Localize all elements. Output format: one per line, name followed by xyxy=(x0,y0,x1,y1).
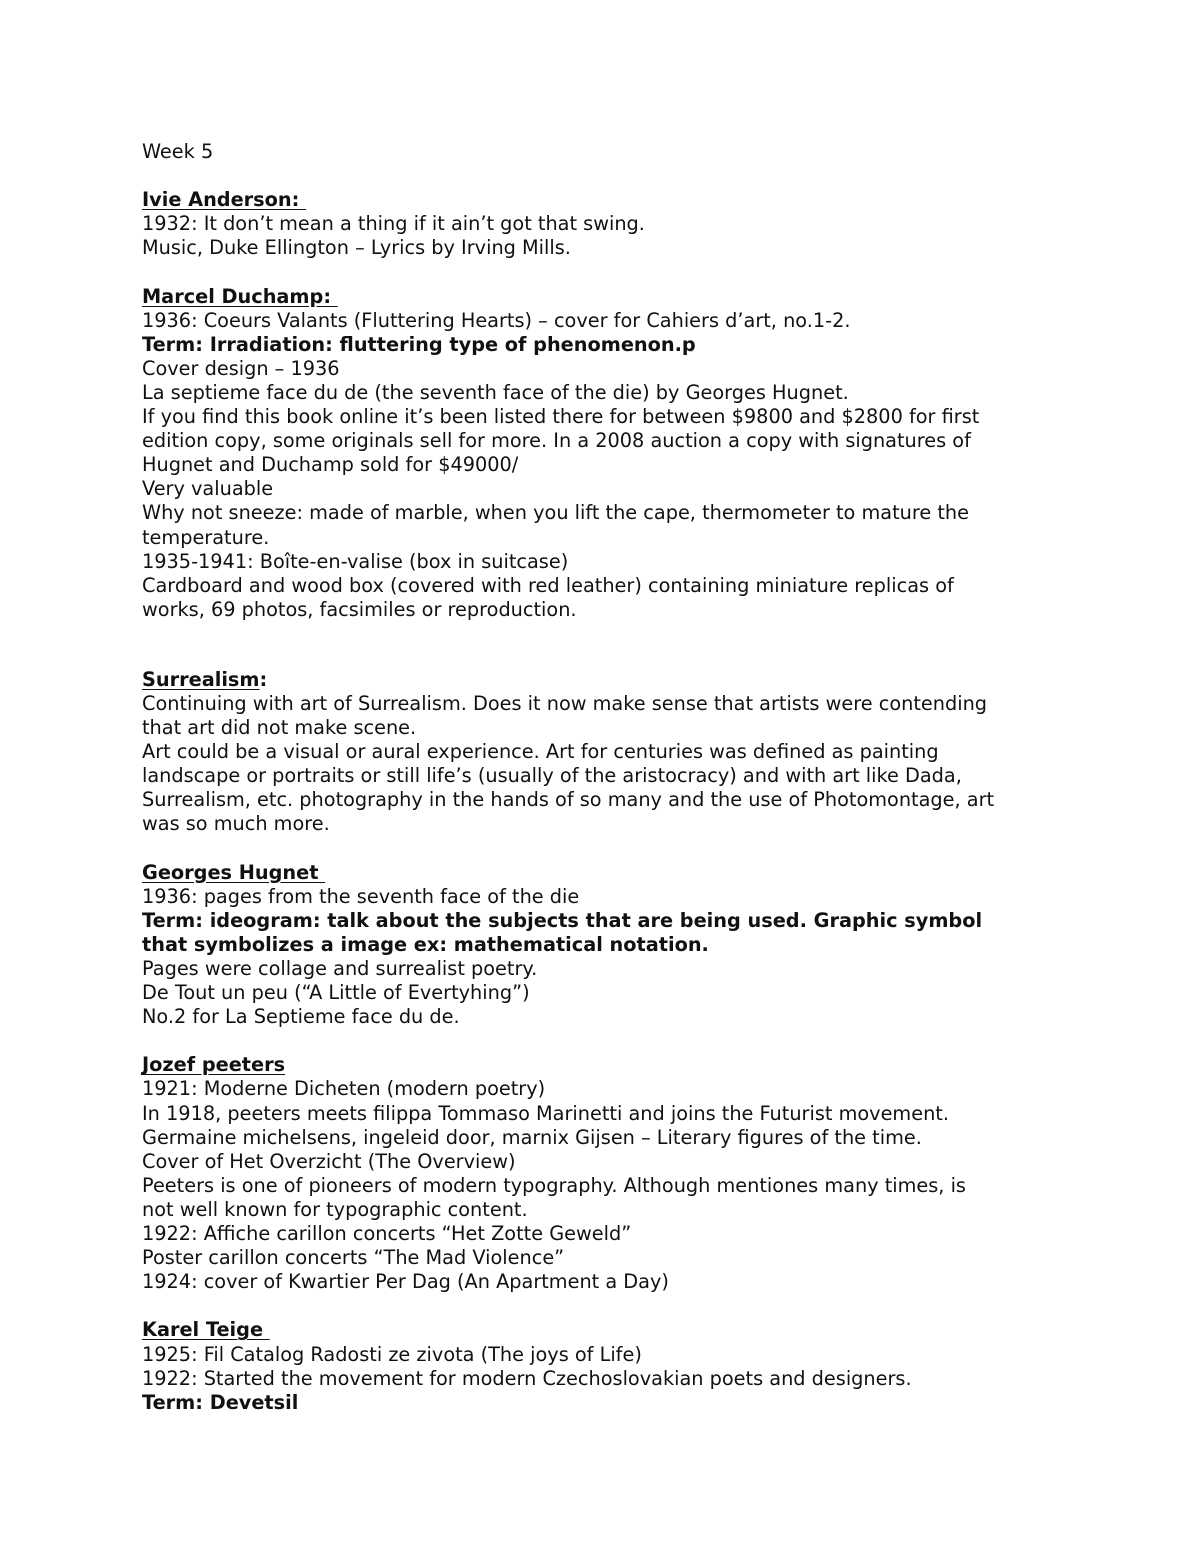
body-line: Poster carillon concerts “The Mad Violence” xyxy=(142,1246,565,1270)
body-line: Art could be a visual or aural experience. Art for centuries was defined as painting xyxy=(142,740,939,764)
body-line: was so much more. xyxy=(142,812,330,836)
document-page xyxy=(142,140,1062,1415)
spacer xyxy=(142,164,1062,188)
body-line: 1925: Fil Catalog Radosti ze zivota (The joys of Life) xyxy=(142,1342,642,1366)
body-line: Very valuable xyxy=(142,477,274,501)
body-line: 1922: Started the movement for modern Czechoslovakian poets and designers. xyxy=(142,1366,912,1390)
body-line: temperature. xyxy=(142,525,270,549)
body-line: landscape or portraits or still life’s (usually of the aristocracy) and with art like Dada, xyxy=(142,764,962,788)
body-line: Peeters is one of pioneers of modern typography. Although mentiones many times, is xyxy=(142,1173,966,1197)
body-line: edition copy, some originals sell for more. In a 2008 auction a copy with signatures of xyxy=(142,429,971,453)
body-line: Germaine michelsens, ingeleid door, marnix Gijsen – Literary figures of the time. xyxy=(142,1125,922,1149)
body-line: 1932: It don’t mean a thing if it ain’t got that swing. xyxy=(142,212,645,236)
section-anderson xyxy=(142,188,1062,260)
body-line: 1936: Coeurs Valants (Fluttering Hearts) – cover for Cahiers d’art, no.1-2. xyxy=(142,308,851,332)
body-line: Cover of Het Overzicht (The Overview) xyxy=(142,1149,516,1173)
section-heading-surrealism-line xyxy=(142,668,1062,692)
body-line: Pages were collage and surrealist poetry. xyxy=(142,957,538,980)
term-line: Term: Devetsil xyxy=(142,1390,299,1414)
spacer xyxy=(142,1029,1062,1053)
section-heading-peeters: Jozef peeters xyxy=(142,1053,286,1077)
body-line: 1921: Moderne Dicheten (modern poetry) xyxy=(142,1077,546,1101)
spacer xyxy=(142,1294,1062,1318)
body-line: Cover design – 1936 xyxy=(142,356,340,380)
body-line: De Tout un peu (“A Little of Evertyhing”) xyxy=(142,981,530,1005)
spacer xyxy=(142,837,1062,861)
section-hugnet xyxy=(142,861,1062,1030)
section-surrealism xyxy=(142,668,1062,837)
body-line: Continuing with art of Surrealism. Does it now make sense that artists were contending xyxy=(142,691,988,715)
spacer xyxy=(142,622,1062,668)
document-title: Week 5 xyxy=(142,140,214,163)
body-line: Why not sneeze: made of marble, when you lift the cape, thermometer to mature the xyxy=(142,501,970,525)
body-line: 1936: pages from the seventh face of the die xyxy=(142,884,580,908)
section-heading-hugnet: Georges Hugnet xyxy=(142,860,326,884)
term-line: Term: Irradiation: fluttering type of phenomenon.p xyxy=(142,332,696,356)
body-line: not well known for typographic content. xyxy=(142,1197,528,1221)
section-duchamp xyxy=(142,285,1062,622)
section-heading-teige: Karel Teige xyxy=(142,1318,270,1342)
section-heading-duchamp: Marcel Duchamp: xyxy=(142,284,338,308)
body-line: 1922: Affiche carillon concerts “Het Zotte Geweld” xyxy=(142,1222,632,1246)
body-line: Cardboard and wood box (covered with red leather) containing miniature replicas of xyxy=(142,573,954,597)
section-heading-surrealism: Surrealism xyxy=(142,667,260,691)
body-line: 1935-1941: Boîte-en-valise (box in suitcase) xyxy=(142,549,569,573)
body-line: If you find this book online it’s been listed there for between $9800 and $2800 for first xyxy=(142,405,980,429)
term-line: that symbolizes a image ex: mathematical notation. xyxy=(142,932,709,956)
body-line: Hugnet and Duchamp sold for $49000/ xyxy=(142,453,519,477)
spacer xyxy=(142,260,1062,284)
heading-colon: : xyxy=(259,667,268,691)
body-line: Music, Duke Ellington – Lyrics by Irving Mills. xyxy=(142,236,571,260)
body-line: Surrealism, etc. photography in the hands of so many and the use of Photomontage, art xyxy=(142,788,995,812)
section-peeters xyxy=(142,1053,1062,1294)
body-line: No.2 for La Septieme face du de. xyxy=(142,1005,460,1029)
term-line: Term: ideogram: talk about the subjects that are being used. Graphic symbol xyxy=(142,908,983,932)
body-line: that art did not make scene. xyxy=(142,716,417,740)
body-line: La septieme face du de (the seventh face of the die) by Georges Hugnet. xyxy=(142,380,849,404)
section-heading-anderson: Ivie Anderson: xyxy=(142,188,307,212)
body-line: works, 69 photos, facsimiles or reproduction. xyxy=(142,597,577,621)
body-line: 1924: cover of Kwartier Per Dag (An Apartment a Day) xyxy=(142,1270,669,1294)
section-teige xyxy=(142,1318,1062,1414)
body-line: In 1918, peeters meets filippa Tommaso Marinetti and joins the Futurist movement. xyxy=(142,1101,949,1125)
